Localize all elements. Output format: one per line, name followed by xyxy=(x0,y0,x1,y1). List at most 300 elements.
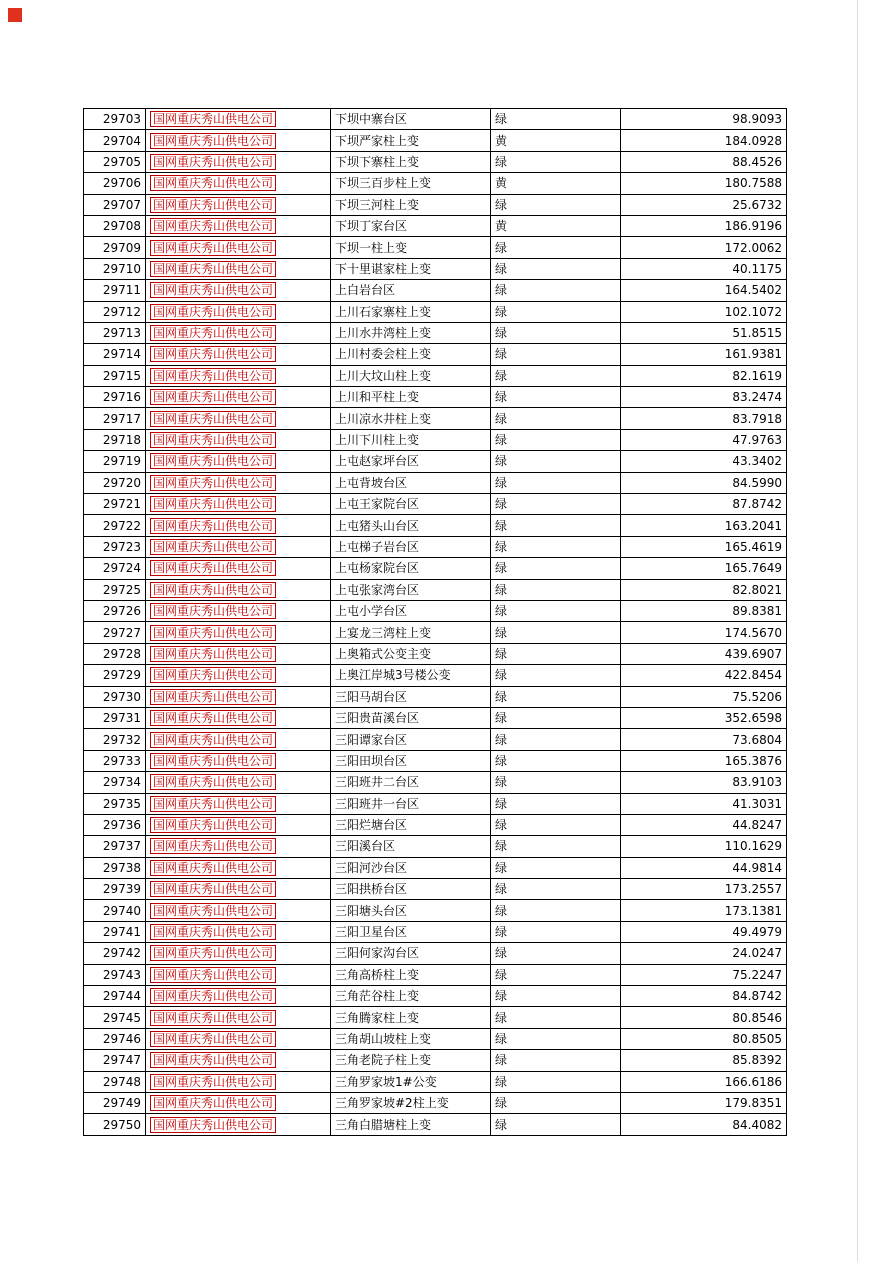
company-cell[interactable] xyxy=(146,429,331,450)
station-cell[interactable]: 上屯梯子岩台区 xyxy=(331,536,491,557)
company-highlight: 国网重庆秀山供电公司 xyxy=(150,175,276,191)
company-cell[interactable] xyxy=(146,109,331,130)
company-cell[interactable] xyxy=(146,665,331,686)
status-cell[interactable]: 绿 xyxy=(491,344,621,365)
row-id-cell[interactable]: 29708 xyxy=(84,215,146,236)
data-table xyxy=(83,108,787,1136)
company-highlight: 国网重庆秀山供电公司 xyxy=(150,539,276,555)
company-cell[interactable] xyxy=(146,515,331,536)
row-id-cell[interactable]: 29727 xyxy=(84,622,146,643)
value-cell[interactable]: 174.5670 xyxy=(621,622,787,643)
company-highlight: 国网重庆秀山供电公司 xyxy=(150,282,276,298)
row-id-cell[interactable]: 29742 xyxy=(84,943,146,964)
status-cell[interactable]: 绿 xyxy=(491,643,621,664)
row-id-cell[interactable]: 29748 xyxy=(84,1071,146,1092)
table-row xyxy=(84,109,787,130)
station-cell[interactable]: 下坝一柱上变 xyxy=(331,237,491,258)
row-id-cell[interactable]: 29709 xyxy=(84,237,146,258)
status-cell[interactable]: 绿 xyxy=(491,964,621,985)
value-cell[interactable]: 83.9103 xyxy=(621,772,787,793)
table-row xyxy=(84,1092,787,1113)
value-cell[interactable]: 85.8392 xyxy=(621,1050,787,1071)
company-highlight: 国网重庆秀山供电公司 xyxy=(150,689,276,705)
row-id-cell[interactable]: 29726 xyxy=(84,600,146,621)
status-cell[interactable]: 绿 xyxy=(491,515,621,536)
station-cell[interactable]: 三角高桥柱上变 xyxy=(331,964,491,985)
company-highlight: 国网重庆秀山供电公司 xyxy=(150,389,276,405)
company-cell[interactable] xyxy=(146,1114,331,1135)
value-cell[interactable]: 186.9196 xyxy=(621,215,787,236)
value-cell[interactable]: 172.0062 xyxy=(621,237,787,258)
company-cell[interactable] xyxy=(146,686,331,707)
value-cell[interactable]: 82.1619 xyxy=(621,365,787,386)
row-id-cell[interactable]: 29719 xyxy=(84,451,146,472)
value-cell[interactable]: 87.8742 xyxy=(621,494,787,515)
value-cell[interactable]: 161.9381 xyxy=(621,344,787,365)
row-id-cell[interactable]: 29711 xyxy=(84,280,146,301)
value-cell[interactable]: 84.5990 xyxy=(621,472,787,493)
value-cell[interactable]: 75.5206 xyxy=(621,686,787,707)
company-cell[interactable] xyxy=(146,964,331,985)
station-cell[interactable]: 下坝三河柱上变 xyxy=(331,194,491,215)
station-cell[interactable]: 上屯赵家坪台区 xyxy=(331,451,491,472)
company-cell[interactable] xyxy=(146,215,331,236)
value-cell[interactable]: 165.3876 xyxy=(621,750,787,771)
table-row xyxy=(84,1007,787,1028)
value-cell[interactable]: 422.8454 xyxy=(621,665,787,686)
company-highlight: 国网重庆秀山供电公司 xyxy=(150,475,276,491)
red-marker xyxy=(8,8,22,22)
station-cell[interactable]: 三阳溪台区 xyxy=(331,836,491,857)
company-highlight: 国网重庆秀山供电公司 xyxy=(150,197,276,213)
value-cell[interactable]: 110.1629 xyxy=(621,836,787,857)
status-cell[interactable]: 绿 xyxy=(491,194,621,215)
table-row xyxy=(84,215,787,236)
value-cell[interactable]: 184.0928 xyxy=(621,130,787,151)
station-cell[interactable]: 上川水井湾柱上变 xyxy=(331,322,491,343)
table-row xyxy=(84,772,787,793)
company-cell[interactable] xyxy=(146,729,331,750)
station-cell[interactable]: 三阳班井二台区 xyxy=(331,772,491,793)
value-cell[interactable]: 165.7649 xyxy=(621,558,787,579)
row-id-cell[interactable]: 29737 xyxy=(84,836,146,857)
row-id-cell[interactable]: 29730 xyxy=(84,686,146,707)
row-id-cell[interactable]: 29718 xyxy=(84,429,146,450)
status-cell[interactable]: 绿 xyxy=(491,900,621,921)
company-cell[interactable] xyxy=(146,344,331,365)
row-id-cell[interactable]: 29712 xyxy=(84,301,146,322)
row-id-cell[interactable]: 29744 xyxy=(84,986,146,1007)
company-cell[interactable] xyxy=(146,1007,331,1028)
status-cell[interactable]: 绿 xyxy=(491,814,621,835)
station-cell[interactable]: 三角胡山坡柱上变 xyxy=(331,1028,491,1049)
station-cell[interactable]: 上宴龙三湾柱上变 xyxy=(331,622,491,643)
station-cell[interactable]: 三角腾家柱上变 xyxy=(331,1007,491,1028)
table-row xyxy=(84,322,787,343)
station-cell[interactable]: 上川大坟山柱上变 xyxy=(331,365,491,386)
value-cell[interactable]: 44.8247 xyxy=(621,814,787,835)
row-id-cell[interactable]: 29741 xyxy=(84,921,146,942)
station-cell[interactable]: 下十里谌家柱上变 xyxy=(331,258,491,279)
status-cell[interactable]: 绿 xyxy=(491,258,621,279)
company-highlight: 国网重庆秀山供电公司 xyxy=(150,304,276,320)
value-cell[interactable]: 80.8505 xyxy=(621,1028,787,1049)
company-cell[interactable] xyxy=(146,750,331,771)
company-cell[interactable] xyxy=(146,173,331,194)
company-highlight: 国网重庆秀山供电公司 xyxy=(150,1010,276,1026)
row-id-cell[interactable]: 29729 xyxy=(84,665,146,686)
row-id-cell[interactable]: 29728 xyxy=(84,643,146,664)
value-cell[interactable]: 73.6804 xyxy=(621,729,787,750)
row-id-cell[interactable]: 29739 xyxy=(84,879,146,900)
value-cell[interactable]: 88.4526 xyxy=(621,151,787,172)
station-cell[interactable]: 三角老院子柱上变 xyxy=(331,1050,491,1071)
value-cell[interactable]: 24.0247 xyxy=(621,943,787,964)
company-cell[interactable] xyxy=(146,1050,331,1071)
table-row xyxy=(84,707,787,728)
row-id-cell[interactable]: 29732 xyxy=(84,729,146,750)
status-cell[interactable]: 绿 xyxy=(491,793,621,814)
table-row xyxy=(84,1028,787,1049)
row-id-cell[interactable]: 29704 xyxy=(84,130,146,151)
table-row xyxy=(84,237,787,258)
status-cell[interactable]: 绿 xyxy=(491,365,621,386)
value-cell[interactable]: 43.3402 xyxy=(621,451,787,472)
row-id-cell[interactable]: 29733 xyxy=(84,750,146,771)
status-cell[interactable]: 绿 xyxy=(491,301,621,322)
status-cell[interactable]: 绿 xyxy=(491,622,621,643)
value-cell[interactable]: 51.8515 xyxy=(621,322,787,343)
station-cell[interactable]: 三阳塘头台区 xyxy=(331,900,491,921)
company-cell[interactable] xyxy=(146,387,331,408)
company-cell[interactable] xyxy=(146,408,331,429)
company-highlight: 国网重庆秀山供电公司 xyxy=(150,496,276,512)
company-highlight: 国网重庆秀山供电公司 xyxy=(150,1095,276,1111)
value-cell[interactable]: 82.8021 xyxy=(621,579,787,600)
row-id-cell[interactable]: 29749 xyxy=(84,1092,146,1113)
status-cell[interactable]: 绿 xyxy=(491,558,621,579)
status-cell[interactable]: 绿 xyxy=(491,280,621,301)
table-row xyxy=(84,280,787,301)
value-cell[interactable]: 180.7588 xyxy=(621,173,787,194)
station-cell[interactable]: 三阳贵苗溪台区 xyxy=(331,707,491,728)
row-id-cell[interactable]: 29722 xyxy=(84,515,146,536)
station-cell[interactable]: 三阳班井一台区 xyxy=(331,793,491,814)
company-highlight: 国网重庆秀山供电公司 xyxy=(150,154,276,170)
table-row xyxy=(84,451,787,472)
status-cell[interactable]: 绿 xyxy=(491,322,621,343)
station-cell[interactable]: 三阳谭家台区 xyxy=(331,729,491,750)
table-row xyxy=(84,344,787,365)
company-cell[interactable] xyxy=(146,986,331,1007)
row-id-cell[interactable]: 29713 xyxy=(84,322,146,343)
table-row xyxy=(84,729,787,750)
company-highlight: 国网重庆秀山供电公司 xyxy=(150,967,276,983)
company-highlight: 国网重庆秀山供电公司 xyxy=(150,1031,276,1047)
station-cell[interactable]: 上屯背坡台区 xyxy=(331,472,491,493)
station-cell[interactable]: 三阳卫星台区 xyxy=(331,921,491,942)
table-row xyxy=(84,750,787,771)
row-id-cell[interactable]: 29747 xyxy=(84,1050,146,1071)
table-row xyxy=(84,986,787,1007)
status-cell[interactable]: 绿 xyxy=(491,579,621,600)
station-cell[interactable]: 三阳拱桥台区 xyxy=(331,879,491,900)
company-cell[interactable] xyxy=(146,879,331,900)
company-highlight: 国网重庆秀山供电公司 xyxy=(150,753,276,769)
station-cell[interactable]: 上屯杨家院台区 xyxy=(331,558,491,579)
company-cell[interactable] xyxy=(146,194,331,215)
status-cell[interactable]: 绿 xyxy=(491,472,621,493)
company-highlight: 国网重庆秀山供电公司 xyxy=(150,796,276,812)
table-row xyxy=(84,1050,787,1071)
status-cell[interactable]: 绿 xyxy=(491,665,621,686)
row-id-cell[interactable]: 29707 xyxy=(84,194,146,215)
station-cell[interactable]: 三阳河沙台区 xyxy=(331,857,491,878)
station-cell[interactable]: 上奥江岸城3号楼公变 xyxy=(331,665,491,686)
station-cell[interactable]: 三阳马胡台区 xyxy=(331,686,491,707)
status-cell[interactable]: 绿 xyxy=(491,600,621,621)
table-row xyxy=(84,793,787,814)
status-cell[interactable]: 绿 xyxy=(491,772,621,793)
station-cell[interactable]: 三角茫谷柱上变 xyxy=(331,986,491,1007)
station-cell[interactable]: 三阳烂塘台区 xyxy=(331,814,491,835)
row-id-cell[interactable]: 29715 xyxy=(84,365,146,386)
station-cell[interactable]: 上屯小学台区 xyxy=(331,600,491,621)
company-cell[interactable] xyxy=(146,322,331,343)
company-highlight: 国网重庆秀山供电公司 xyxy=(150,667,276,683)
status-cell[interactable]: 绿 xyxy=(491,1092,621,1113)
station-cell[interactable]: 三角白腊塘柱上变 xyxy=(331,1114,491,1135)
status-cell[interactable]: 绿 xyxy=(491,237,621,258)
company-cell[interactable] xyxy=(146,900,331,921)
value-cell[interactable]: 166.6186 xyxy=(621,1071,787,1092)
value-cell[interactable]: 83.2474 xyxy=(621,387,787,408)
company-cell[interactable] xyxy=(146,280,331,301)
status-cell[interactable]: 绿 xyxy=(491,729,621,750)
company-cell[interactable] xyxy=(146,707,331,728)
company-highlight: 国网重庆秀山供电公司 xyxy=(150,646,276,662)
value-cell[interactable]: 47.9763 xyxy=(621,429,787,450)
company-cell[interactable] xyxy=(146,1092,331,1113)
station-cell[interactable]: 上屯猪头山台区 xyxy=(331,515,491,536)
value-cell[interactable]: 89.8381 xyxy=(621,600,787,621)
row-id-cell[interactable]: 29714 xyxy=(84,344,146,365)
company-highlight: 国网重庆秀山供电公司 xyxy=(150,411,276,427)
row-id-cell[interactable]: 29710 xyxy=(84,258,146,279)
table-row xyxy=(84,494,787,515)
status-cell[interactable]: 绿 xyxy=(491,707,621,728)
status-cell[interactable]: 绿 xyxy=(491,1071,621,1092)
table-row xyxy=(84,814,787,835)
station-cell[interactable]: 上屯王家院台区 xyxy=(331,494,491,515)
value-cell[interactable]: 84.4082 xyxy=(621,1114,787,1135)
company-cell[interactable] xyxy=(146,130,331,151)
company-cell[interactable] xyxy=(146,772,331,793)
row-id-cell[interactable]: 29723 xyxy=(84,536,146,557)
company-cell[interactable] xyxy=(146,1028,331,1049)
value-cell[interactable]: 102.1072 xyxy=(621,301,787,322)
company-cell[interactable] xyxy=(146,536,331,557)
row-id-cell[interactable]: 29716 xyxy=(84,387,146,408)
row-id-cell[interactable]: 29724 xyxy=(84,558,146,579)
company-cell[interactable] xyxy=(146,857,331,878)
value-cell[interactable]: 83.7918 xyxy=(621,408,787,429)
row-id-cell[interactable]: 29750 xyxy=(84,1114,146,1135)
company-highlight: 国网重庆秀山供电公司 xyxy=(150,817,276,833)
status-cell[interactable]: 绿 xyxy=(491,921,621,942)
company-cell[interactable] xyxy=(146,600,331,621)
row-id-cell[interactable]: 29738 xyxy=(84,857,146,878)
value-cell[interactable]: 164.5402 xyxy=(621,280,787,301)
status-cell[interactable]: 黄 xyxy=(491,173,621,194)
table-body xyxy=(84,109,787,1136)
station-cell[interactable]: 上川凉水井柱上变 xyxy=(331,408,491,429)
row-id-cell[interactable]: 29717 xyxy=(84,408,146,429)
row-id-cell[interactable]: 29705 xyxy=(84,151,146,172)
company-cell[interactable] xyxy=(146,237,331,258)
status-cell[interactable]: 绿 xyxy=(491,986,621,1007)
table-row xyxy=(84,130,787,151)
table-row xyxy=(84,558,787,579)
status-cell[interactable]: 绿 xyxy=(491,536,621,557)
status-cell[interactable]: 绿 xyxy=(491,1028,621,1049)
company-highlight: 国网重庆秀山供电公司 xyxy=(150,924,276,940)
table-row xyxy=(84,301,787,322)
station-cell[interactable]: 上川石家寨柱上变 xyxy=(331,301,491,322)
row-id-cell[interactable]: 29745 xyxy=(84,1007,146,1028)
station-cell[interactable]: 下坝三百步柱上变 xyxy=(331,173,491,194)
station-cell[interactable]: 上屯张家湾台区 xyxy=(331,579,491,600)
status-cell[interactable]: 绿 xyxy=(491,857,621,878)
value-cell[interactable]: 173.2557 xyxy=(621,879,787,900)
value-cell[interactable]: 80.8546 xyxy=(621,1007,787,1028)
value-cell[interactable]: 352.6598 xyxy=(621,707,787,728)
status-cell[interactable]: 绿 xyxy=(491,943,621,964)
company-cell[interactable] xyxy=(146,365,331,386)
company-cell[interactable] xyxy=(146,151,331,172)
value-cell[interactable]: 75.2247 xyxy=(621,964,787,985)
table-row xyxy=(84,258,787,279)
station-cell[interactable]: 上奥箱式公变主变 xyxy=(331,643,491,664)
value-cell[interactable]: 439.6907 xyxy=(621,643,787,664)
company-cell[interactable] xyxy=(146,472,331,493)
status-cell[interactable]: 绿 xyxy=(491,429,621,450)
company-cell[interactable] xyxy=(146,451,331,472)
value-cell[interactable]: 98.9093 xyxy=(621,109,787,130)
value-cell[interactable]: 163.2041 xyxy=(621,515,787,536)
row-id-cell[interactable]: 29746 xyxy=(84,1028,146,1049)
row-id-cell[interactable]: 29731 xyxy=(84,707,146,728)
company-cell[interactable] xyxy=(146,1071,331,1092)
value-cell[interactable]: 41.3031 xyxy=(621,793,787,814)
row-id-cell[interactable]: 29720 xyxy=(84,472,146,493)
table-row xyxy=(84,387,787,408)
status-cell[interactable]: 绿 xyxy=(491,1007,621,1028)
status-cell[interactable]: 绿 xyxy=(491,151,621,172)
station-cell[interactable]: 下坝严家柱上变 xyxy=(331,130,491,151)
row-id-cell[interactable]: 29735 xyxy=(84,793,146,814)
company-cell[interactable] xyxy=(146,921,331,942)
company-cell[interactable] xyxy=(146,579,331,600)
value-cell[interactable]: 179.8351 xyxy=(621,1092,787,1113)
row-id-cell[interactable]: 29743 xyxy=(84,964,146,985)
status-cell[interactable]: 绿 xyxy=(491,1050,621,1071)
table-row xyxy=(84,643,787,664)
row-id-cell[interactable]: 29706 xyxy=(84,173,146,194)
status-cell[interactable]: 绿 xyxy=(491,750,621,771)
company-highlight: 国网重庆秀山供电公司 xyxy=(150,325,276,341)
station-cell[interactable]: 上川村委会柱上变 xyxy=(331,344,491,365)
company-cell[interactable] xyxy=(146,622,331,643)
station-cell[interactable]: 三角罗家坡#2柱上变 xyxy=(331,1092,491,1113)
value-cell[interactable]: 173.1381 xyxy=(621,900,787,921)
table-row xyxy=(84,472,787,493)
company-cell[interactable] xyxy=(146,814,331,835)
company-highlight: 国网重庆秀山供电公司 xyxy=(150,560,276,576)
company-highlight: 国网重庆秀山供电公司 xyxy=(150,774,276,790)
station-cell[interactable]: 三阳田坝台区 xyxy=(331,750,491,771)
station-cell[interactable]: 上川和平柱上变 xyxy=(331,387,491,408)
station-cell[interactable]: 下坝中寨台区 xyxy=(331,109,491,130)
value-cell[interactable]: 40.1175 xyxy=(621,258,787,279)
status-cell[interactable]: 绿 xyxy=(491,109,621,130)
company-cell[interactable] xyxy=(146,301,331,322)
status-cell[interactable]: 绿 xyxy=(491,879,621,900)
row-id-cell[interactable]: 29734 xyxy=(84,772,146,793)
row-id-cell[interactable]: 29736 xyxy=(84,814,146,835)
company-highlight: 国网重庆秀山供电公司 xyxy=(150,625,276,641)
row-id-cell[interactable]: 29740 xyxy=(84,900,146,921)
company-cell[interactable] xyxy=(146,943,331,964)
company-cell[interactable] xyxy=(146,643,331,664)
status-cell[interactable]: 绿 xyxy=(491,686,621,707)
value-cell[interactable]: 84.8742 xyxy=(621,986,787,1007)
value-cell[interactable]: 165.4619 xyxy=(621,536,787,557)
company-cell[interactable] xyxy=(146,558,331,579)
table-row xyxy=(84,1071,787,1092)
company-cell[interactable] xyxy=(146,836,331,857)
status-cell[interactable]: 绿 xyxy=(491,451,621,472)
company-cell[interactable] xyxy=(146,494,331,515)
station-cell[interactable]: 下坝丁家台区 xyxy=(331,215,491,236)
company-cell[interactable] xyxy=(146,258,331,279)
status-cell[interactable]: 绿 xyxy=(491,408,621,429)
company-cell[interactable] xyxy=(146,793,331,814)
station-cell[interactable]: 三阳何家沟台区 xyxy=(331,943,491,964)
status-cell[interactable]: 黄 xyxy=(491,215,621,236)
value-cell[interactable]: 49.4979 xyxy=(621,921,787,942)
status-cell[interactable]: 绿 xyxy=(491,494,621,515)
company-highlight: 国网重庆秀山供电公司 xyxy=(150,582,276,598)
value-cell[interactable]: 44.9814 xyxy=(621,857,787,878)
station-cell[interactable]: 上白岩台区 xyxy=(331,280,491,301)
row-id-cell[interactable]: 29725 xyxy=(84,579,146,600)
row-id-cell[interactable]: 29703 xyxy=(84,109,146,130)
status-cell[interactable]: 绿 xyxy=(491,836,621,857)
status-cell[interactable]: 绿 xyxy=(491,1114,621,1135)
company-highlight: 国网重庆秀山供电公司 xyxy=(150,346,276,362)
company-highlight: 国网重庆秀山供电公司 xyxy=(150,988,276,1004)
table-row xyxy=(84,429,787,450)
status-cell[interactable]: 黄 xyxy=(491,130,621,151)
value-cell[interactable]: 25.6732 xyxy=(621,194,787,215)
status-cell[interactable]: 绿 xyxy=(491,387,621,408)
row-id-cell[interactable]: 29721 xyxy=(84,494,146,515)
station-cell[interactable]: 三角罗家坡1#公变 xyxy=(331,1071,491,1092)
station-cell[interactable]: 下坝下寨柱上变 xyxy=(331,151,491,172)
station-cell[interactable]: 上川下川柱上变 xyxy=(331,429,491,450)
table-row xyxy=(84,194,787,215)
